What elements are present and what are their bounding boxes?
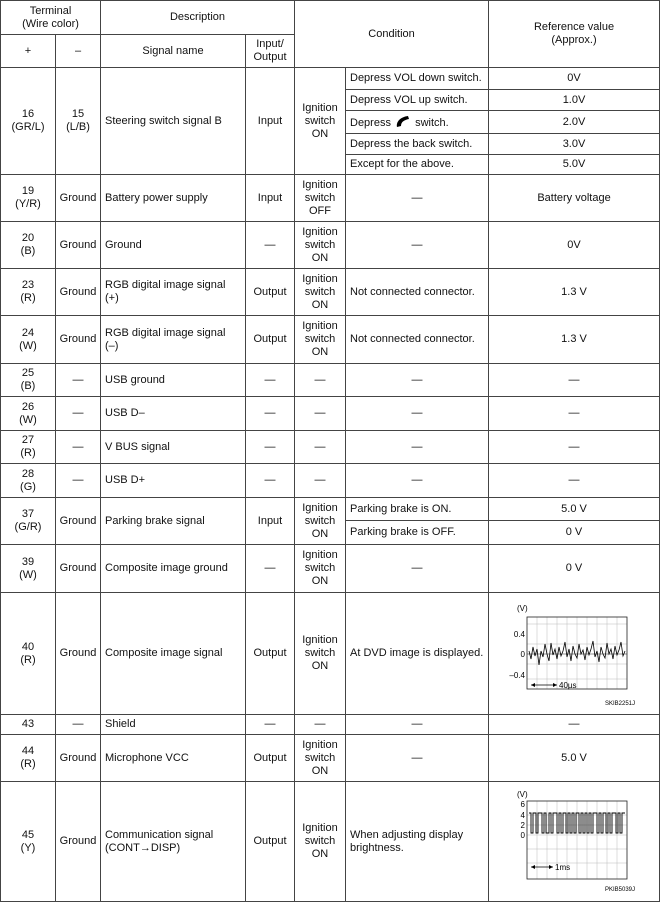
reference-value: 2.0V xyxy=(489,111,660,134)
terminal-plus: 39 (W) xyxy=(1,545,56,593)
ignition-condition: — xyxy=(295,364,346,397)
ignition-condition: Ignition switch OFF xyxy=(295,175,346,222)
condition-suffix: switch. xyxy=(415,116,449,129)
signal-name: Battery power supply xyxy=(101,175,246,222)
input-output: Output xyxy=(246,782,295,902)
signal-name: RGB digital image signal (+) xyxy=(101,269,246,316)
condition-detail: — xyxy=(346,431,489,464)
signal-name: V BUS signal xyxy=(101,431,246,464)
condition-detail: Not connected connector. xyxy=(346,316,489,364)
signal-name: Composite image ground xyxy=(101,545,246,593)
ignition-condition: — xyxy=(295,397,346,431)
terminal-minus: Ground xyxy=(56,222,101,269)
input-output: Output xyxy=(246,593,295,715)
terminal-minus: Ground xyxy=(56,782,101,902)
wave-time-scale: 1ms xyxy=(555,862,571,872)
ignition-condition: — xyxy=(295,715,346,735)
signal-name: RGB digital image signal (–) xyxy=(101,316,246,364)
table-row xyxy=(1,735,660,782)
signal-name: Steering switch signal B xyxy=(101,68,246,175)
table-row xyxy=(1,431,660,464)
header-signal-name: Signal name xyxy=(101,35,246,68)
table-row xyxy=(1,498,660,521)
signal-name: USB D+ xyxy=(101,464,246,498)
terminal-minus: Ground xyxy=(56,498,101,545)
condition-detail: — xyxy=(346,397,489,431)
wave-unit: (V) xyxy=(517,789,528,799)
table-row xyxy=(1,545,660,593)
header-input-output: Input/ Output xyxy=(246,35,295,68)
terminal-minus: Ground xyxy=(56,735,101,782)
terminal-plus: 27 (R) xyxy=(1,431,56,464)
signal-name: Parking brake signal xyxy=(101,498,246,545)
header-reference-value: Reference value (Approx.) xyxy=(489,1,660,68)
signal-name: Composite image signal xyxy=(101,593,246,715)
reference-value: Battery voltage xyxy=(489,175,660,222)
terminal-plus: 26 (W) xyxy=(1,397,56,431)
wave-y-mid: 0 xyxy=(520,649,526,659)
table-row xyxy=(1,68,660,90)
table-row xyxy=(1,222,660,269)
terminal-plus: 28 (G) xyxy=(1,464,56,498)
condition-detail: — xyxy=(346,735,489,782)
condition-detail: — xyxy=(346,222,489,269)
input-output: — xyxy=(246,222,295,269)
terminal-minus: Ground xyxy=(56,545,101,593)
table-row xyxy=(1,782,660,902)
header-plus: + xyxy=(1,35,56,68)
figure-code: PKIB5039J xyxy=(604,886,636,893)
wave-y-2: 2 xyxy=(520,820,526,830)
wave-unit: (V) xyxy=(517,603,528,613)
wave-time-scale: 40µs xyxy=(559,680,577,690)
input-output: Output xyxy=(246,269,295,316)
table-row xyxy=(1,397,660,431)
input-output: Input xyxy=(246,498,295,545)
input-output: — xyxy=(246,545,295,593)
ignition-condition: Ignition switch ON xyxy=(295,782,346,902)
input-output: — xyxy=(246,364,295,397)
wave-y-4: 4 xyxy=(520,810,526,820)
condition-detail: Except for the above. xyxy=(346,155,489,175)
condition-detail: When adjusting display brightness. xyxy=(346,782,489,902)
ignition-condition: Ignition switch ON xyxy=(295,316,346,364)
terminal-minus: Ground xyxy=(56,269,101,316)
terminal-plus: 40 (R) xyxy=(1,593,56,715)
phone-handset-icon xyxy=(394,115,412,128)
input-output: — xyxy=(246,715,295,735)
header-minus: – xyxy=(56,35,101,68)
input-output: — xyxy=(246,431,295,464)
ignition-condition: — xyxy=(295,464,346,498)
terminal-plus: 23 (R) xyxy=(1,269,56,316)
reference-value: 5.0 V xyxy=(489,735,660,782)
ignition-condition: Ignition switch ON xyxy=(295,593,346,715)
header-terminal: Terminal (Wire color) xyxy=(1,1,101,35)
input-output: Output xyxy=(246,735,295,782)
terminal-minus: — xyxy=(56,464,101,498)
condition-detail: — xyxy=(346,464,489,498)
input-output: Input xyxy=(246,68,295,175)
table-row xyxy=(1,593,660,715)
reference-value: — xyxy=(489,431,660,464)
condition-prefix: Depress xyxy=(350,116,391,129)
terminal-minus: Ground xyxy=(56,175,101,222)
wave-y-0: 0 xyxy=(520,830,526,840)
table-row xyxy=(1,715,660,735)
condition-detail: Depress the back switch. xyxy=(346,134,489,155)
table-row xyxy=(1,364,660,397)
table-row xyxy=(1,269,660,316)
table-row xyxy=(1,175,660,222)
ignition-condition: Ignition switch ON xyxy=(295,545,346,593)
terminal-minus: Ground xyxy=(56,593,101,715)
reference-value: 1.3 V xyxy=(489,269,660,316)
ignition-condition: Ignition switch ON xyxy=(295,498,346,545)
condition-detail xyxy=(346,111,489,134)
terminal-plus: 44 (R) xyxy=(1,735,56,782)
terminal-minus: Ground xyxy=(56,316,101,364)
figure-code: SKIB2251J xyxy=(604,700,636,707)
terminal-plus: 37 (G/R) xyxy=(1,498,56,545)
terminal-minus: — xyxy=(56,364,101,397)
terminal-plus: 24 (W) xyxy=(1,316,56,364)
terminal-minus: — xyxy=(56,715,101,735)
reference-value: — xyxy=(489,464,660,498)
input-output: — xyxy=(246,464,295,498)
wave-y-bottom: –0.4 xyxy=(509,670,526,680)
reference-value: — xyxy=(489,397,660,431)
condition-detail: — xyxy=(346,175,489,222)
waveform-cell xyxy=(489,593,660,715)
wave-y-top: 0.4 xyxy=(513,629,526,639)
ignition-condition: Ignition switch ON xyxy=(295,735,346,782)
condition-detail: — xyxy=(346,545,489,593)
signal-name: USB D– xyxy=(101,397,246,431)
terminal-plus: 45 (Y) xyxy=(1,782,56,902)
terminal-minus: — xyxy=(56,397,101,431)
reference-value: — xyxy=(489,364,660,397)
reference-value: 0V xyxy=(489,222,660,269)
signal-name: Microphone VCC xyxy=(101,735,246,782)
reference-value: 3.0V xyxy=(489,134,660,155)
condition-detail: Parking brake is OFF. xyxy=(346,521,489,545)
condition-detail: Parking brake is ON. xyxy=(346,498,489,521)
signal-name: USB ground xyxy=(101,364,246,397)
condition-detail: At DVD image is displayed. xyxy=(346,593,489,715)
reference-value: 0V xyxy=(489,68,660,90)
table-row xyxy=(1,464,660,498)
condition-detail: Depress VOL up switch. xyxy=(346,90,489,111)
signal-name: Communication signal (CONT→DISP) xyxy=(101,782,246,902)
condition-detail: — xyxy=(346,715,489,735)
terminal-plus: 19 (Y/R) xyxy=(1,175,56,222)
ignition-condition: Ignition switch ON xyxy=(295,269,346,316)
communication-waveform xyxy=(499,787,649,897)
reference-value: 5.0 V xyxy=(489,498,660,521)
reference-value: 0 V xyxy=(489,545,660,593)
terminal-minus: — xyxy=(56,431,101,464)
input-output: Input xyxy=(246,175,295,222)
reference-value: 0 V xyxy=(489,521,660,545)
terminal-plus: 16 (GR/L) xyxy=(1,68,56,175)
terminal-plus: 43 xyxy=(1,715,56,735)
header-description: Description xyxy=(101,1,295,35)
condition-detail: Not connected connector. xyxy=(346,269,489,316)
terminal-minus: 15 (L/B) xyxy=(56,68,101,175)
terminal-plus: 20 (B) xyxy=(1,222,56,269)
ignition-condition: Ignition switch ON xyxy=(295,68,346,175)
signal-name: Ground xyxy=(101,222,246,269)
input-output: Output xyxy=(246,316,295,364)
header-condition: Condition xyxy=(295,1,489,68)
reference-value: — xyxy=(489,715,660,735)
condition-detail: — xyxy=(346,364,489,397)
reference-value: 1.0V xyxy=(489,90,660,111)
ignition-condition: Ignition switch ON xyxy=(295,222,346,269)
table-row xyxy=(1,316,660,364)
terminal-plus: 25 (B) xyxy=(1,364,56,397)
signal-name: Shield xyxy=(101,715,246,735)
composite-waveform xyxy=(499,599,649,709)
wave-y-6: 6 xyxy=(520,799,526,809)
ignition-condition: — xyxy=(295,431,346,464)
input-output: — xyxy=(246,397,295,431)
reference-value: 5.0V xyxy=(489,155,660,175)
waveform-cell xyxy=(489,782,660,902)
condition-detail: Depress VOL down switch. xyxy=(346,68,489,90)
reference-value: 1.3 V xyxy=(489,316,660,364)
